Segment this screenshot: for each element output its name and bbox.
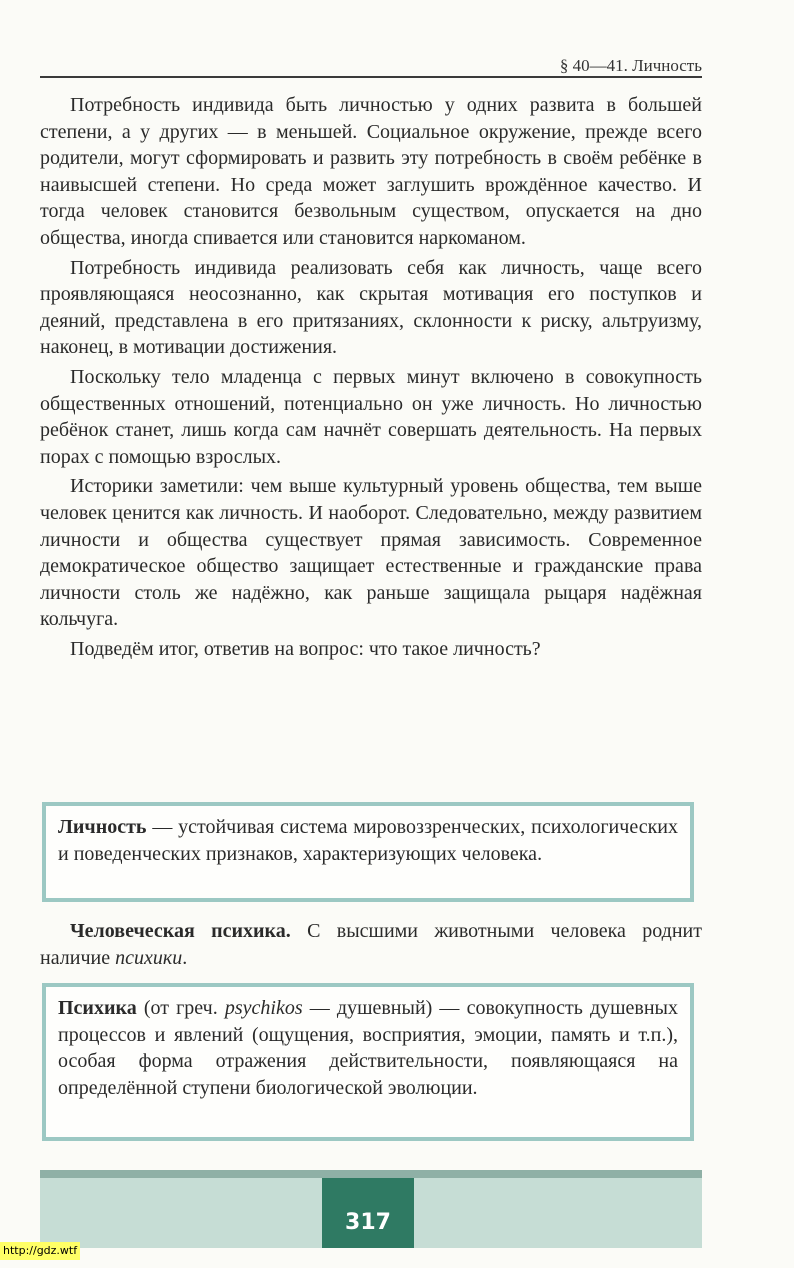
definition-term: Личность — [58, 816, 147, 838]
definition-body: — устойчивая система мировоззренческих, психологических и поведенческих признаков, характеризующих человека. — [58, 816, 678, 865]
watermark-url: http://gdz.wtf — [0, 1242, 80, 1260]
section-title: § 40—41. Личность — [559, 56, 702, 75]
section-heading: Человеческая психика. — [70, 920, 291, 942]
definition-box-psyche — [42, 983, 694, 1141]
definition-text — [58, 995, 678, 1101]
section-text-end: . — [182, 946, 188, 969]
definition-body-a: (от греч. — [136, 997, 225, 1019]
definition-text — [58, 814, 678, 867]
paragraph: Потребность индивида реализовать себя как личность, чаще всего проявляющаяся неосознанно, как скрытая мотивация его поступков и деяний, представлена в его притязаниях, склонности к риску, альтруизму, наконец, в мотивации достижения. — [40, 256, 702, 359]
definition-box-personality — [42, 802, 694, 902]
greek-word: psychikos — [224, 997, 303, 1019]
section-psyche — [40, 918, 702, 971]
page-number-tab — [322, 1178, 414, 1248]
running-header — [40, 56, 702, 78]
definition-body-b: — душевный) — совокупность душевных процессов и явлений (ощущения, восприятия, эмоции, память и т.п.), особая форма отражения действительности, появляющаяся на определённой ступени биологической эволюции. — [58, 997, 678, 1099]
definition-term: Психика — [58, 997, 137, 1019]
emphasis-word: психики — [115, 946, 183, 969]
page-number: 317 — [345, 1210, 391, 1235]
section-paragraph — [40, 918, 702, 971]
paragraph: Потребность индивида быть личностью у одних развита в большей степени, а у других — в меньшей. Социальное окружение, прежде всего родители, могут сформировать и развить эту потребность в своём ребёнке в наивысшей степени. Но среда может заглушить врождённое качество. И тогда человек становится безвольным существом, опускается на дно общества, иногда спивается или становится наркоманом. — [40, 94, 702, 249]
section-text: С высшими животными человека роднит наличие — [40, 920, 702, 969]
paragraph: Подведём итог, ответив на вопрос: что такое личность? — [70, 637, 541, 660]
paragraph: Историки заметили: чем выше культурный уровень общества, тем выше человек ценится как личность. И наоборот. Следовательно, между развитием личности и общества существует прямая зависимость. Современное демократическое общество защищает естественные и гражданские права личности столь же надёжно, как раньше защищала рыцаря надёжная кольчуга. — [40, 475, 702, 631]
paragraph: Поскольку тело младенца с первых минут включено в совокупность общественных отношений, потенциально он уже личность. Но личностью ребёнок станет, лишь когда сам начнёт совершать деятельность. На первых порах с помощью взрослых. — [40, 365, 702, 468]
main-text — [40, 92, 702, 662]
